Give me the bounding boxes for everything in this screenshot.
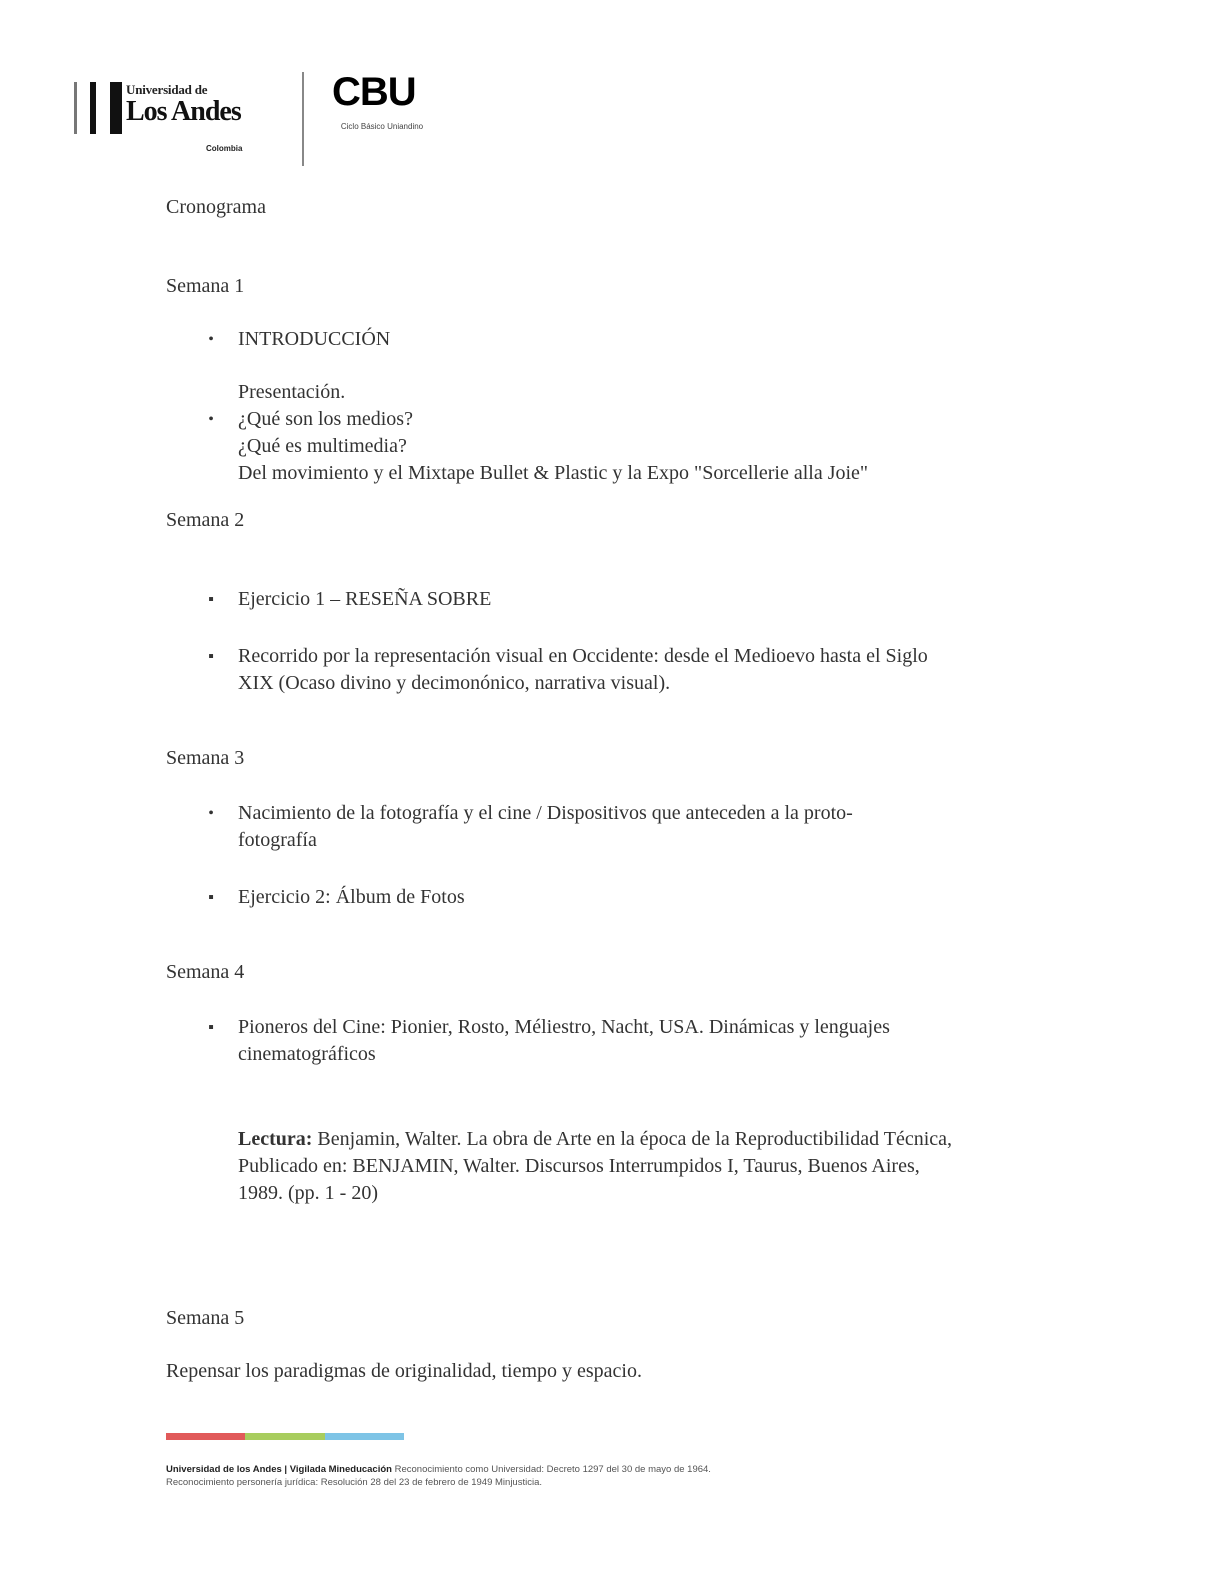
document-title: Cronograma [166, 196, 266, 218]
list-item: ▪ Ejercicio 1 – RESEÑA SOBRE [166, 586, 1046, 613]
rule-blue [325, 1433, 404, 1440]
cbu-logo [332, 72, 442, 162]
week-4-list [166, 1014, 1046, 1068]
bullet-icon: • [208, 331, 214, 348]
list-item: • Nacimiento de la fotografía y el cine / Dispositivos que anteceden a la proto- fotografía [166, 800, 1046, 854]
cbu-subtitle: Ciclo Básico Uniandino [340, 122, 424, 131]
reading-label: Lectura: [238, 1128, 313, 1150]
week-1-list [166, 326, 1046, 353]
week-5-text: Repensar los paradigmas de originalidad, tiempo y espacio. [166, 1360, 642, 1382]
logo-line-3: Colombia [206, 144, 243, 153]
logo-line-2: Los Andes [126, 96, 241, 127]
bullet-icon: • [208, 411, 214, 428]
uniandes-logo [70, 78, 270, 153]
week-3-list [166, 800, 1046, 911]
week-1-list-2 [166, 406, 1046, 487]
footer-color-rule [166, 1433, 404, 1440]
header [70, 72, 450, 168]
square-bullet-icon: ▪ [208, 1019, 214, 1036]
list-item: • INTRODUCCIÓN [166, 326, 1046, 353]
list-item: ▪ Pioneros del Cine: Pionier, Rosto, Méliestro, Nacht, USA. Dinámicas y lenguajes cinematográficos [166, 1014, 1046, 1068]
square-bullet-icon: ▪ [208, 648, 214, 665]
logo-line-1: Universidad de [126, 82, 208, 97]
header-divider [302, 72, 304, 166]
reading-reference: Lectura: Benjamin, Walter. La obra de Arte en la época de la Reproductibilidad Técnica, Publicado en: BENJAMIN, Walter. Discursos Interrumpidos I, Taurus, Buenos Aires, 1989. (pp. 1 - 20) [238, 1128, 953, 1204]
list-item: • ¿Qué son los medios? ¿Qué es multimedia? Del movimiento y el Mixtape Bullet & Plastic y la Expo "Sorcellerie alla Joie" [166, 406, 1046, 487]
bullet-icon: • [208, 805, 214, 822]
footer-bold: Universidad de los Andes | Vigilada Mineducación [166, 1464, 392, 1475]
footer-line-1: Reconocimiento como Universidad: Decreto 1297 del 30 de mayo de 1964. [391, 1464, 711, 1475]
rule-green [245, 1433, 324, 1440]
square-bullet-icon: ▪ [208, 889, 214, 906]
list-item: ▪ Ejercicio 2: Álbum de Fotos [166, 884, 1046, 911]
list-note: Presentación. [238, 381, 346, 403]
week-4-title: Semana 4 [166, 961, 245, 983]
rule-red [166, 1433, 245, 1440]
footer-line-2: Reconocimiento personería jurídica: Resolución 28 del 23 de febrero de 1949 Minjusticia. [166, 1477, 542, 1488]
uniandes-mark-icon [70, 82, 116, 134]
square-bullet-icon: ▪ [208, 591, 214, 608]
document-body [166, 196, 1046, 1385]
week-1-title: Semana 1 [166, 275, 245, 297]
week-2-list [166, 586, 1046, 697]
list-item: ▪ Recorrido por la representación visual en Occidente: desde el Medioevo hasta el Siglo XIX (Ocaso divino y decimonónico, narrativa visual). [166, 643, 1046, 697]
cbu-logo-text: CBU [332, 70, 416, 114]
week-5-title: Semana 5 [166, 1307, 245, 1329]
week-2-title: Semana 2 [166, 509, 245, 531]
week-3-title: Semana 3 [166, 747, 245, 769]
footer-legal [166, 1463, 976, 1489]
